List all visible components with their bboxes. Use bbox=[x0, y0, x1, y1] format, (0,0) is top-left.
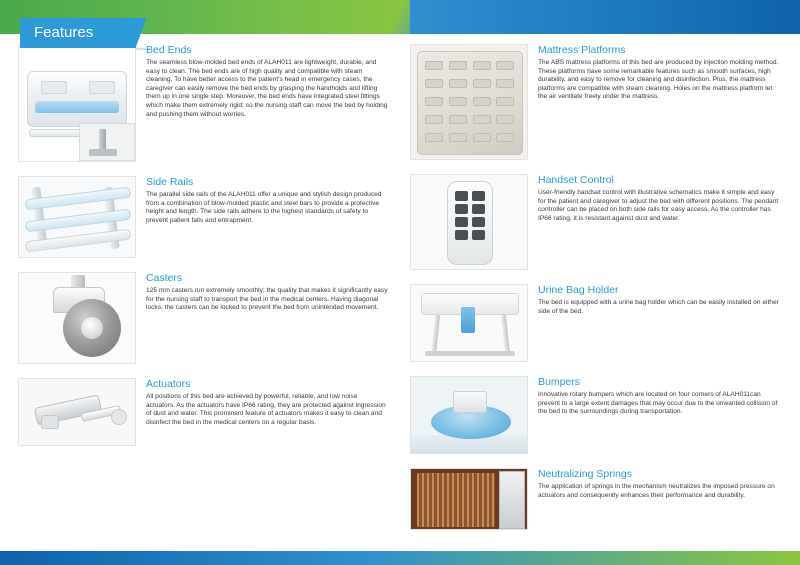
page-footer-band bbox=[0, 551, 800, 565]
mattress-platform-holes bbox=[425, 61, 517, 147]
casters-body: 125 mm casters run extremely smoothly; the quality that makes it significantly easy for the nursing staff to transport the bed in the medical centers. Having diagonal locks, the casters can be locked to prevent the bed from unintended movement. bbox=[146, 287, 388, 312]
ventilation-hole bbox=[473, 79, 491, 88]
bed-end-socket-shape bbox=[89, 149, 117, 156]
side-rails-text bbox=[136, 176, 388, 225]
ventilation-hole bbox=[425, 133, 443, 142]
casters-text bbox=[136, 272, 388, 313]
handset-control-title: Handset Control bbox=[538, 174, 614, 186]
bed-end-steel-fitting-shape bbox=[99, 129, 106, 151]
ventilation-hole bbox=[473, 61, 491, 70]
handset-key bbox=[455, 217, 468, 227]
actuator-mount-shape bbox=[41, 415, 59, 429]
handset-key bbox=[472, 230, 485, 240]
ventilation-hole bbox=[425, 97, 443, 106]
neutralizing-springs-title: Neutralizing Springs bbox=[538, 468, 632, 480]
ventilation-hole bbox=[425, 79, 443, 88]
handset-key bbox=[472, 191, 485, 201]
urine-holder-base-shape bbox=[425, 351, 515, 356]
ventilation-hole bbox=[496, 79, 514, 88]
bed-ends-text bbox=[136, 44, 388, 119]
ventilation-hole bbox=[449, 115, 467, 124]
bumper-mount-shape bbox=[453, 391, 487, 413]
ventilation-hole bbox=[425, 115, 443, 124]
mattress-platforms-title: Mattress Platforms bbox=[538, 44, 626, 56]
ventilation-hole bbox=[496, 61, 514, 70]
handset-key bbox=[455, 204, 468, 214]
handset-control-text bbox=[528, 174, 780, 223]
feature-mattress-platforms bbox=[410, 44, 780, 160]
bed-end-handhold-right-shape bbox=[89, 81, 115, 94]
ventilation-hole bbox=[473, 97, 491, 106]
bed-end-handhold-left-shape bbox=[41, 81, 67, 94]
ventilation-hole bbox=[473, 115, 491, 124]
urine-holder-leg-left-shape bbox=[431, 315, 440, 355]
bumpers-body: Innovative rotary bumpers which are located on four corners of ALAH011can prevent to a large extent damages that may occur due to the unwanted collision of the bed to the surroundings during transportation. bbox=[538, 391, 778, 416]
ventilation-hole bbox=[449, 79, 467, 88]
casters-image bbox=[18, 272, 136, 364]
ventilation-hole bbox=[449, 97, 467, 106]
actuators-body: All positions of this bed are achieved by powerful, reliable, and low noise actuators. As the actuators have IP66 rating, they are protected against ingression of dust and water. This prominent feature of actuators makes it easy to clean and disinfect the bed in the medical centers on a regular basis. bbox=[146, 393, 386, 426]
right-column bbox=[410, 44, 780, 544]
bed-ends-image bbox=[18, 44, 136, 162]
ventilation-hole bbox=[496, 133, 514, 142]
feature-bed-ends bbox=[18, 44, 388, 162]
actuators-image bbox=[18, 378, 136, 446]
actuator-end-cap-shape bbox=[111, 409, 127, 425]
urine-holder-clip-shape bbox=[461, 307, 475, 333]
neutralizing-springs-text bbox=[528, 468, 780, 500]
casters-title: Casters bbox=[146, 272, 183, 284]
actuators-title: Actuators bbox=[146, 378, 191, 390]
bumpers-text bbox=[528, 376, 780, 417]
ventilation-hole bbox=[496, 115, 514, 124]
ventilation-hole bbox=[473, 133, 491, 142]
bumpers-image bbox=[410, 376, 528, 454]
urine-holder-leg-right-shape bbox=[501, 315, 510, 355]
bed-end-accent-shape bbox=[35, 101, 119, 113]
feature-urine-bag-holder bbox=[410, 284, 780, 362]
left-column bbox=[18, 44, 388, 460]
handset-control-image bbox=[410, 174, 528, 270]
feature-neutralizing-springs bbox=[410, 468, 780, 530]
bed-ends-title: Bed Ends bbox=[146, 44, 192, 56]
urine-bag-holder-title: Urine Bag Holder bbox=[538, 284, 619, 296]
handset-key bbox=[455, 230, 468, 240]
handset-keypad bbox=[455, 191, 485, 241]
feature-side-rails bbox=[18, 176, 388, 258]
feature-bumpers bbox=[410, 376, 780, 454]
neutralizing-springs-image bbox=[410, 468, 528, 530]
urine-bag-holder-body: The bed is equipped with a urine bag holder which can be easily installed on either side of the bed. bbox=[538, 299, 779, 315]
feature-handset-control bbox=[410, 174, 780, 270]
spring-coils-shape bbox=[417, 473, 495, 527]
neutralizing-springs-body: The application of springs in the mechanism neutralizes the imposed pressure on actuators and consequently enhances their performance and durability. bbox=[538, 483, 775, 499]
spring-bracket-shape bbox=[499, 471, 525, 529]
mattress-platforms-body: The ABS mattress platforms of this bed are produced by injection molding method. These platforms have some remarkable features such as smooth surfaces, high durability, and easy to remove for cleaning and disinfection. Plus, the mattress platforms are compatible with steam cleaning. Holes on the mattress platform let the air ventilate freely under the mattress. bbox=[538, 59, 779, 101]
actuators-text bbox=[136, 378, 388, 427]
urine-bag-holder-text bbox=[528, 284, 780, 316]
ventilation-hole bbox=[425, 61, 443, 70]
mattress-platform-image bbox=[410, 44, 528, 160]
bed-ends-body: The seamless blow-molded bed ends of ALAH011 are lightweight, durable, and easy to clean. The bed ends are of high quality and compatible with steam cleaning. To have better access to the patient's head in emergency cases, the caregiver can easily remove the bed ends by grasping the handholds and lifting them up in one single step. Moreover, the bed ends have integrated steel fittings which make them extremely rigid; so the nursing staff can move the bed by holding and pushing them without worries. bbox=[146, 59, 388, 118]
ventilation-hole bbox=[449, 61, 467, 70]
ventilation-hole bbox=[496, 97, 514, 106]
handset-key bbox=[455, 191, 468, 201]
side-rails-image bbox=[18, 176, 136, 258]
caster-hub-shape bbox=[81, 317, 103, 339]
features-tab: Features bbox=[20, 18, 130, 48]
handset-control-body: User-friendly handset control with illustrative schematics make it simple and easy for the patient and caregiver to adjust the bed with different positions. The pendant controller can be placed on both side rails for easy access. As the controller has IP66 rating, it is resistant against dust and water. bbox=[538, 189, 779, 222]
ventilation-hole bbox=[449, 133, 467, 142]
feature-actuators bbox=[18, 378, 388, 446]
header-blue-band bbox=[410, 0, 800, 34]
bed-end-panel-shape bbox=[27, 71, 127, 127]
mattress-platforms-text bbox=[528, 44, 780, 102]
handset-key bbox=[472, 217, 485, 227]
bumpers-title: Bumpers bbox=[538, 376, 581, 388]
feature-casters bbox=[18, 272, 388, 364]
urine-bag-holder-image bbox=[410, 284, 528, 362]
side-rails-title: Side Rails bbox=[146, 176, 194, 188]
side-rails-body: The parallel side rails of the ALAH011 offer a unique and stylish design produced from a combination of blow-molded plastic and steel bars to provide a protective height and length. The side rails adhere to the highest standards of safety to prevent patient falls and entrapment. bbox=[146, 191, 382, 224]
handset-key bbox=[472, 204, 485, 214]
